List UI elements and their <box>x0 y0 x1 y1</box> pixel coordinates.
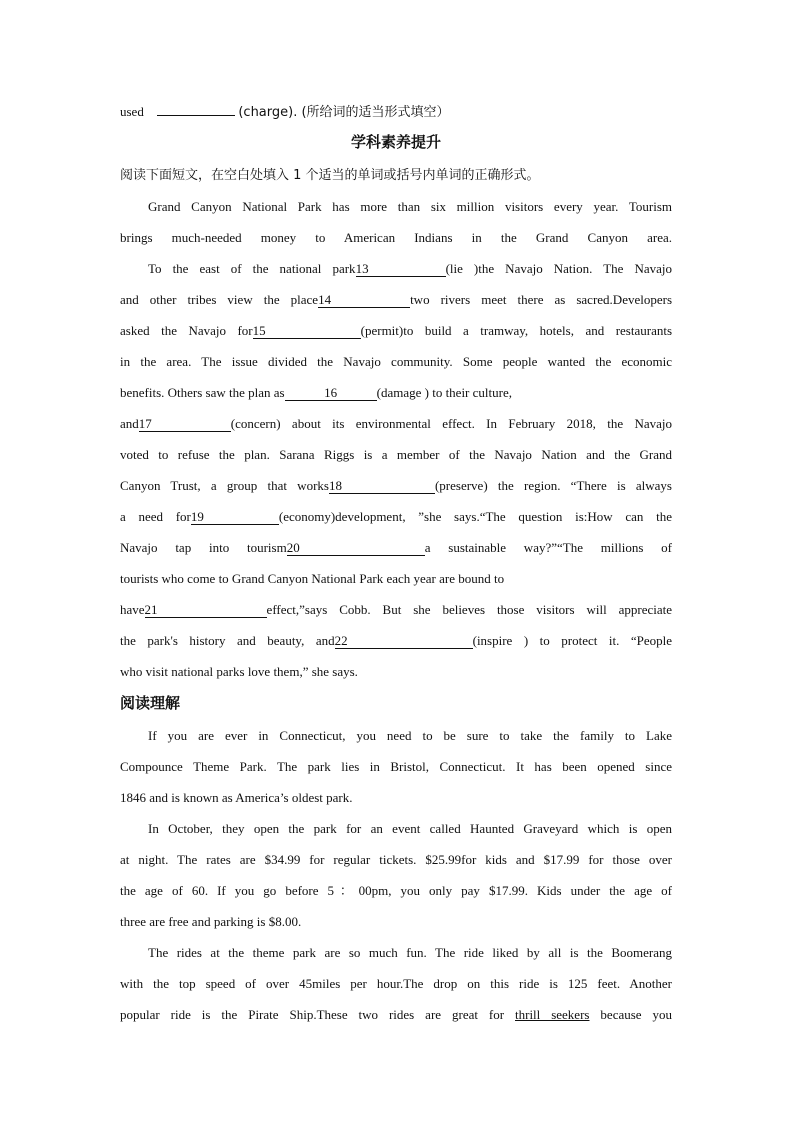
text: (inspire ) to protect it. “People <box>472 633 672 648</box>
text: (damage ) to their culture, <box>376 385 512 400</box>
paragraph-line: The rides at the theme park are so much fun. The ride liked by all is the Boomerang <box>148 945 672 960</box>
paragraph-line: tourists who come to Grand Canyon National Park each year are bound to <box>120 571 505 586</box>
paragraph-line <box>120 625 672 656</box>
text: because you <box>600 1007 672 1022</box>
section-title: 阅读理解 <box>120 694 181 712</box>
answer-blank[interactable] <box>157 115 235 116</box>
text: effect,”says Cobb. But she believes those visitors will appreciate <box>266 602 672 617</box>
text: To the east of the national park <box>148 261 356 276</box>
paragraph-line: 1846 and is known as America’s oldest park. <box>120 790 353 805</box>
paragraph-line: three are free and parking is $8.00. <box>120 914 302 929</box>
text: Navajo tap into tourism <box>120 540 287 555</box>
text: asked the Navajo for <box>120 323 253 338</box>
paragraph-line <box>120 594 672 625</box>
paragraph-line: at night. The rates are $34.99 for regular tickets. $25.99for kids and $17.99 for those over <box>120 852 672 867</box>
blank-16[interactable]: 16 <box>285 385 377 401</box>
paragraph-line <box>120 470 672 501</box>
blank-17[interactable]: 17 <box>139 416 231 432</box>
text: and other tribes view the place <box>120 292 319 307</box>
instruction-text: (charge). (所给词的适当形式填空） <box>238 105 450 120</box>
paragraph-line: Grand Canyon National Park has more than six million visitors every year. Tourism <box>148 199 672 214</box>
text: a sustainable way?”“The millions of <box>424 540 672 555</box>
paragraph-line <box>120 377 672 408</box>
paragraph-line <box>120 999 672 1030</box>
text: benefits. Others saw the plan as <box>120 385 285 400</box>
paragraph-line <box>120 408 672 439</box>
top-line <box>120 96 672 127</box>
paragraph-line: voted to refuse the plan. Sarana Riggs is a member of the Navajo Nation and the Grand <box>120 447 672 462</box>
document-page <box>120 96 672 1030</box>
section-title: 学科素养提升 <box>350 133 441 151</box>
paragraph-line <box>120 532 672 563</box>
paragraph-line: who visit national parks love them,” she says. <box>120 664 358 679</box>
text: and <box>120 416 139 431</box>
text: Canyon Trust, a group that works <box>120 478 329 493</box>
blank-19[interactable]: 19 <box>191 509 279 525</box>
paragraph-line: In October, they open the park for an event called Haunted Graveyard which is open <box>148 821 672 836</box>
paragraph-line: in the area. The issue divided the Navajo community. Some people wanted the economic <box>120 354 672 369</box>
text: two rivers meet there as sacred.Developers <box>410 292 672 307</box>
paragraph-line <box>120 284 672 315</box>
instruction: 阅读下面短文，在空白处填入 1 个适当的单词或括号内单词的正确形式。 <box>120 168 540 183</box>
paragraph-line: If you are ever in Connecticut, you need to be sure to take the family to Lake <box>148 728 672 743</box>
underlined-phrase: thrill seekers <box>515 1007 590 1022</box>
paragraph-line: with the top speed of over 45miles per hour.The drop on this ride is 125 feet. Another <box>120 976 672 991</box>
blank-20[interactable]: 20 <box>287 540 425 556</box>
blank-22[interactable]: 22 <box>335 633 473 649</box>
text: (economy)development, ”she says.“The question is:How can the <box>278 509 672 524</box>
blank-18[interactable]: 18 <box>329 478 435 494</box>
blank-14[interactable]: 14 <box>318 292 410 308</box>
paragraph-line <box>120 315 672 346</box>
blank-15[interactable]: 15 <box>253 323 361 339</box>
blank-13[interactable]: 13 <box>356 261 446 277</box>
text: used <box>120 104 144 119</box>
text: a need for <box>120 509 191 524</box>
text: have <box>120 602 145 617</box>
text: the park's history and beauty, and <box>120 633 335 648</box>
text: popular ride is the Pirate Ship.These two rides are great for <box>120 1007 505 1022</box>
paragraph-line <box>120 501 672 532</box>
paragraph-line: brings much-needed money to American Indians in the Grand Canyon area. <box>120 230 672 245</box>
paragraph-line: Compounce Theme Park. The park lies in Bristol, Connecticut. It has been opened since <box>120 759 672 774</box>
blank-21[interactable]: 21 <box>145 602 267 618</box>
paragraph-line: the age of 60. If you go before 5：00pm, you only pay $17.99. Kids under the age of <box>120 883 672 898</box>
text: (concern) about its environmental effect. In February 2018, the Navajo <box>230 416 672 431</box>
text: (lie )the Navajo Nation. The Navajo <box>445 261 672 276</box>
text: (preserve) the region. “There is always <box>434 478 672 493</box>
paragraph-line <box>120 253 672 284</box>
text: (permit)to build a tramway, hotels, and restaurants <box>360 323 673 338</box>
